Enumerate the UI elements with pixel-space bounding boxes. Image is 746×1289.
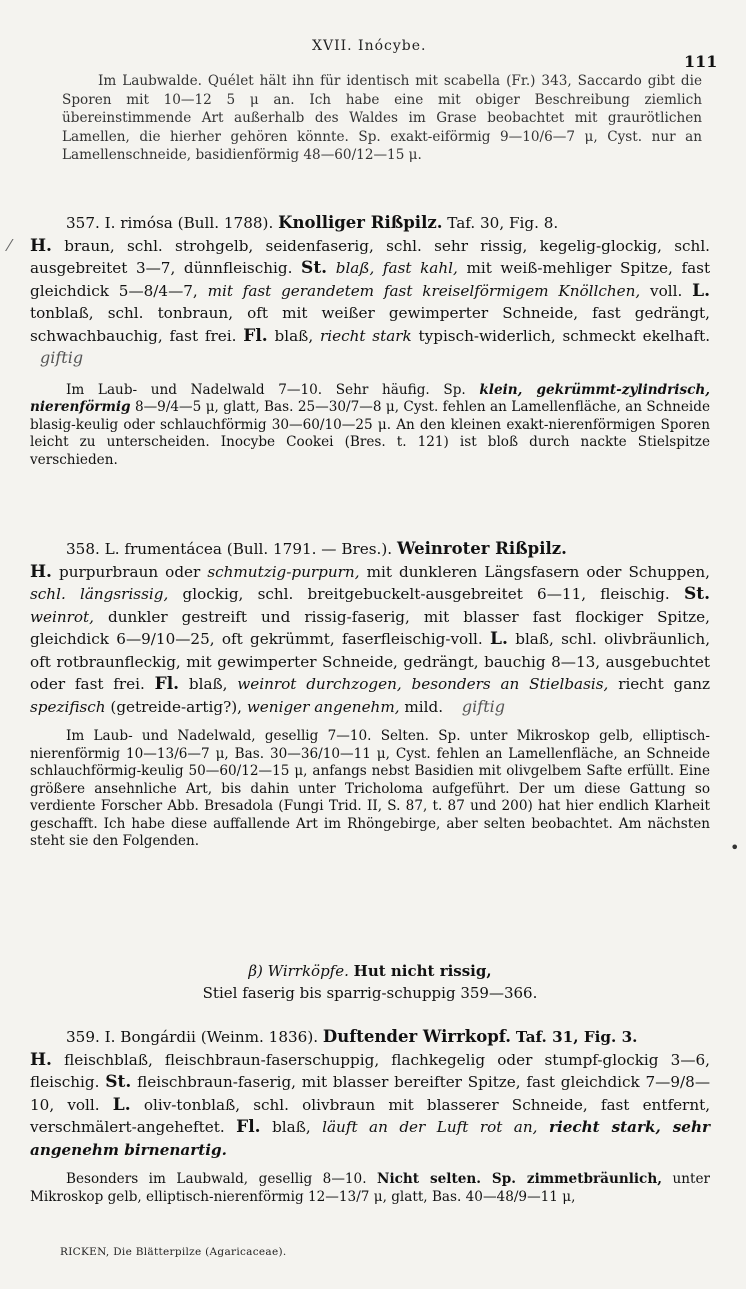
entry-357-notes-b: klein, gekrümmt-zylindrisch, nierenförmig — [30, 381, 710, 415]
entry-358 — [30, 538, 740, 857]
entry-357-gills-text: tonblaß, schl. tonbraun, oft mit weißer gewimperter Schneide, fast gedrängt, schwachbauchig, fast frei. — [30, 304, 710, 345]
entry-357-stem-label: St. — [301, 258, 328, 278]
entry-359-common-name: Duftender Wirrkopf. — [322, 1027, 512, 1046]
entry-357-gills-label: L. — [692, 280, 710, 301]
entry-359-hat-label: H. — [30, 1049, 52, 1070]
entry-359-notes-c: unter Mikroskop gelb, elliptisch-nierenförmig 12—13/7 μ, glatt, Bas. 40—48/9—11 μ, — [30, 1171, 710, 1205]
entry-359 — [30, 1026, 710, 1206]
entry-358-hat-c: mit dunkleren Längsfasern oder Schuppen, — [366, 562, 710, 581]
section-heading-line-2: Stiel faserig bis sparrig-schuppig 359—366. — [202, 984, 538, 1002]
page-footer: RICKEN, Die Blätterpilze (Agaricaceae). — [60, 1246, 287, 1258]
entry-358-hat-label: H. — [30, 561, 52, 582]
entry-358-flesh-g: mild. — [404, 697, 444, 716]
entry-357-stem-c: mit fast gerandetem fast kreiselförmigem Knöllchen, — [207, 281, 641, 300]
entry-357-hat-label: H. — [30, 235, 52, 256]
entry-358-gills-text: blaß, schl. olivbräunlich, oft rotbraunfleckig, mit gewimperter Schneide, gedrängt, bauchig 8—13, ausgebuchtet oder fast frei. — [30, 630, 711, 693]
entry-357-plate: Taf. 30, Fig. 8. — [447, 214, 559, 232]
entry-357-stem-d: voll. — [650, 281, 683, 300]
entry-358-hat-d: schl. längsrissig, — [30, 585, 169, 603]
entry-358-number: 358. L. frumentácea — [66, 540, 222, 558]
entry-358-gills-label: L. — [490, 629, 508, 649]
entry-359-flesh-label: Fl. — [236, 1117, 261, 1137]
entry-357 — [8, 212, 711, 469]
entry-357-flesh-b: riecht stark — [319, 326, 412, 345]
entry-358-flesh-e: (getreide-artig?), — [110, 697, 242, 716]
entry-357-stem-b: mit weiß-mehliger Spitze, fast gleichdick 5—8/4—7, — [30, 259, 711, 300]
entry-357-flesh-label: Fl. — [243, 325, 268, 346]
entry-357-number: 357. I. rimósa — [66, 214, 173, 232]
entry-358-stem-b: dunkler gestreift und rissig-faserig, mit blasser fast flockiger Spitze, gleichdick 6—9/10—25, oft gekrümmt, faserfleischig-voll. — [30, 607, 710, 648]
entry-357-common-name: Knolliger Rißpilz. — [278, 213, 443, 232]
entry-358-flesh-b: weinrot durchzogen, besonders an Stielbasis, — [237, 675, 609, 693]
section-heading — [30, 960, 710, 1004]
running-title: XVII. Inócybe. — [312, 38, 427, 54]
section-heading-wirrkoepfe: β) Wirrköpfe. — [248, 962, 349, 980]
entry-357-notes-c: 8—9/4—5 μ, glatt, Bas. 25—30/7—8 μ, Cyst. fehlen an Lamellenfläche, an Schneide blasig-keulig oder schlauchförmig 30—60/10—25 μ. An den kleinen exakt-nierenförmigen Sporen leicht zu unterscheiden. Inocybe Cookei (Bres. t. 121) ist bloß durch nackte Stielspitze verschieden. — [30, 399, 710, 468]
entry-357-stem-a: blaß, fast kahl, — [335, 259, 458, 277]
entry-359-stem-label: St. — [105, 1072, 132, 1092]
entry-358-flesh-d: spezifisch — [30, 697, 106, 716]
section-heading-hut-nicht-rissig: Hut nicht rissig, — [353, 962, 492, 980]
handwritten-note-giftig-358: giftig — [461, 696, 505, 716]
entry-359-author: (Weinm. 1836). — [200, 1028, 319, 1046]
entry-358-common-name: Weinroter Rißpilz. — [396, 539, 567, 558]
entry-359-gills-text: oliv-tonblaß, schl. olivbraun mit blasserer Schneide, fast entfernt, verschmälert-angeheftet. — [30, 1095, 711, 1136]
handwritten-note-giftig-357: giftig — [40, 348, 84, 367]
entry-359-text — [30, 1026, 710, 1161]
entry-359-notes-a: Besonders im Laubwald, gesellig 8—10. — [66, 1171, 367, 1187]
entry-358-hat-a: purpurbraun oder — [59, 562, 201, 581]
entry-358-notes: Im Laub- und Nadelwald, gesellig 7—10. Selten. Sp. unter Mikroskop gelb, elliptisch-nierenförmig 10—13/6—7 μ, Bas. 30—36/10—11 μ, Cyst. fehlen an Lamellenfläche, an Schneide schlauchförmig-keulig 50—60/12—15 μ, anfangs nebst Basidien mit olivgelbem Safte erfüllt. Eine größere ansehnliche Art, bis dahin unter Tricholoma aufgeführt. Der um diese Gattung so verdiente Forscher Abb. Bresadola (Fungi Trid. II, S. 87, t. 87 und 200) hat hier endlich Klarheit geschafft. Ich habe diese auffallende Art im Rhöngebirge, aber selten beobachtet. Am nächsten steht sie den Folgenden. — [30, 728, 710, 849]
page-number: 111 — [684, 52, 718, 71]
intro-continuation — [62, 72, 702, 165]
entry-357-flesh-c: typisch-widerlich, schmeckt ekelhaft. — [418, 326, 711, 345]
section-heading-line-1 — [30, 960, 710, 982]
entry-359-flesh-c: riecht stark, sehr angenehm birnenartig. — [30, 1118, 711, 1159]
entry-357-hat-text: braun, schl. strohgelb, seidenfaserig, schl. sehr rissig, kegelig-glockig, schl. ausgebreitet 3—7, dünnfleischig. — [30, 236, 711, 277]
entry-359-gills-label: L. — [112, 1094, 131, 1115]
entry-358-hat-b: schmutzig-purpurn, — [207, 562, 360, 581]
entry-357-flesh-a: blaß, — [274, 326, 314, 345]
entry-358-hat-e: glockig, schl. breitgebuckelt-ausgebreitet 6—11, fleischig. — [182, 585, 670, 603]
intro-paragraph: Im Laubwalde. Quélet hält ihn für identisch mit scabella (Fr.) 343, Saccardo gibt die Sporen mit 10—12 5 μ an. Ich habe eine mit obiger Beschreibung ziemlich übereinstimmende Art außerhalb des Waldes im Grase beobachtet mit graurötlichen Lamellen, die hierher gehören könnte. Sp. exakt-eiförmig 9—10/6—7 μ, Cyst. nur an Lamellenschneide, basidienförmig 48—60/12—15 μ. — [62, 73, 702, 163]
entry-357-notes-a: Im Laub- und Nadelwald 7—10. Sehr häufig. Sp. — [66, 381, 466, 398]
entry-359-stem-text: fleischbraun-faserig, mit blasser bereifter Spitze, fast gleichdick 7—9/8—10, voll. — [30, 1073, 711, 1114]
entry-358-stem-label: St. — [683, 584, 711, 604]
entry-359-hat-text: fleischblaß, fleischbraun-faserschuppig, flachkegelig oder stumpf-glockig 3—6, fleischig. — [30, 1050, 710, 1091]
entry-357-text — [30, 212, 710, 370]
page-header — [0, 38, 746, 71]
entry-359-flesh-b: läuft an der Luft rot an, — [322, 1118, 538, 1136]
margin-tick-mark: ⁄ — [8, 236, 11, 255]
entry-358-flesh-a: blaß, — [188, 675, 228, 693]
entry-358-stem-a: weinrot, — [30, 607, 94, 626]
entry-358-text — [30, 538, 710, 718]
entry-358-flesh-f: weniger angenehm, — [246, 697, 400, 716]
entry-357-notes — [30, 382, 710, 470]
entry-357-author: (Bull. 1788). — [177, 214, 274, 232]
entry-359-notes-b: Nicht selten. Sp. zimmetbräunlich, — [377, 1171, 662, 1187]
entry-359-notes — [30, 1171, 710, 1206]
margin-dot: • — [730, 838, 740, 857]
entry-359-flesh-a: blaß, — [272, 1118, 311, 1136]
entry-359-number: 359. I. Bongárdii — [66, 1028, 196, 1046]
entry-358-author: (Bull. 1791. — Bres.). — [226, 540, 393, 558]
entry-358-flesh-label: Fl. — [154, 674, 180, 694]
entry-359-plate: Taf. 31, Fig. 3. — [515, 1028, 638, 1046]
entry-358-flesh-c: riecht ganz — [618, 675, 711, 693]
